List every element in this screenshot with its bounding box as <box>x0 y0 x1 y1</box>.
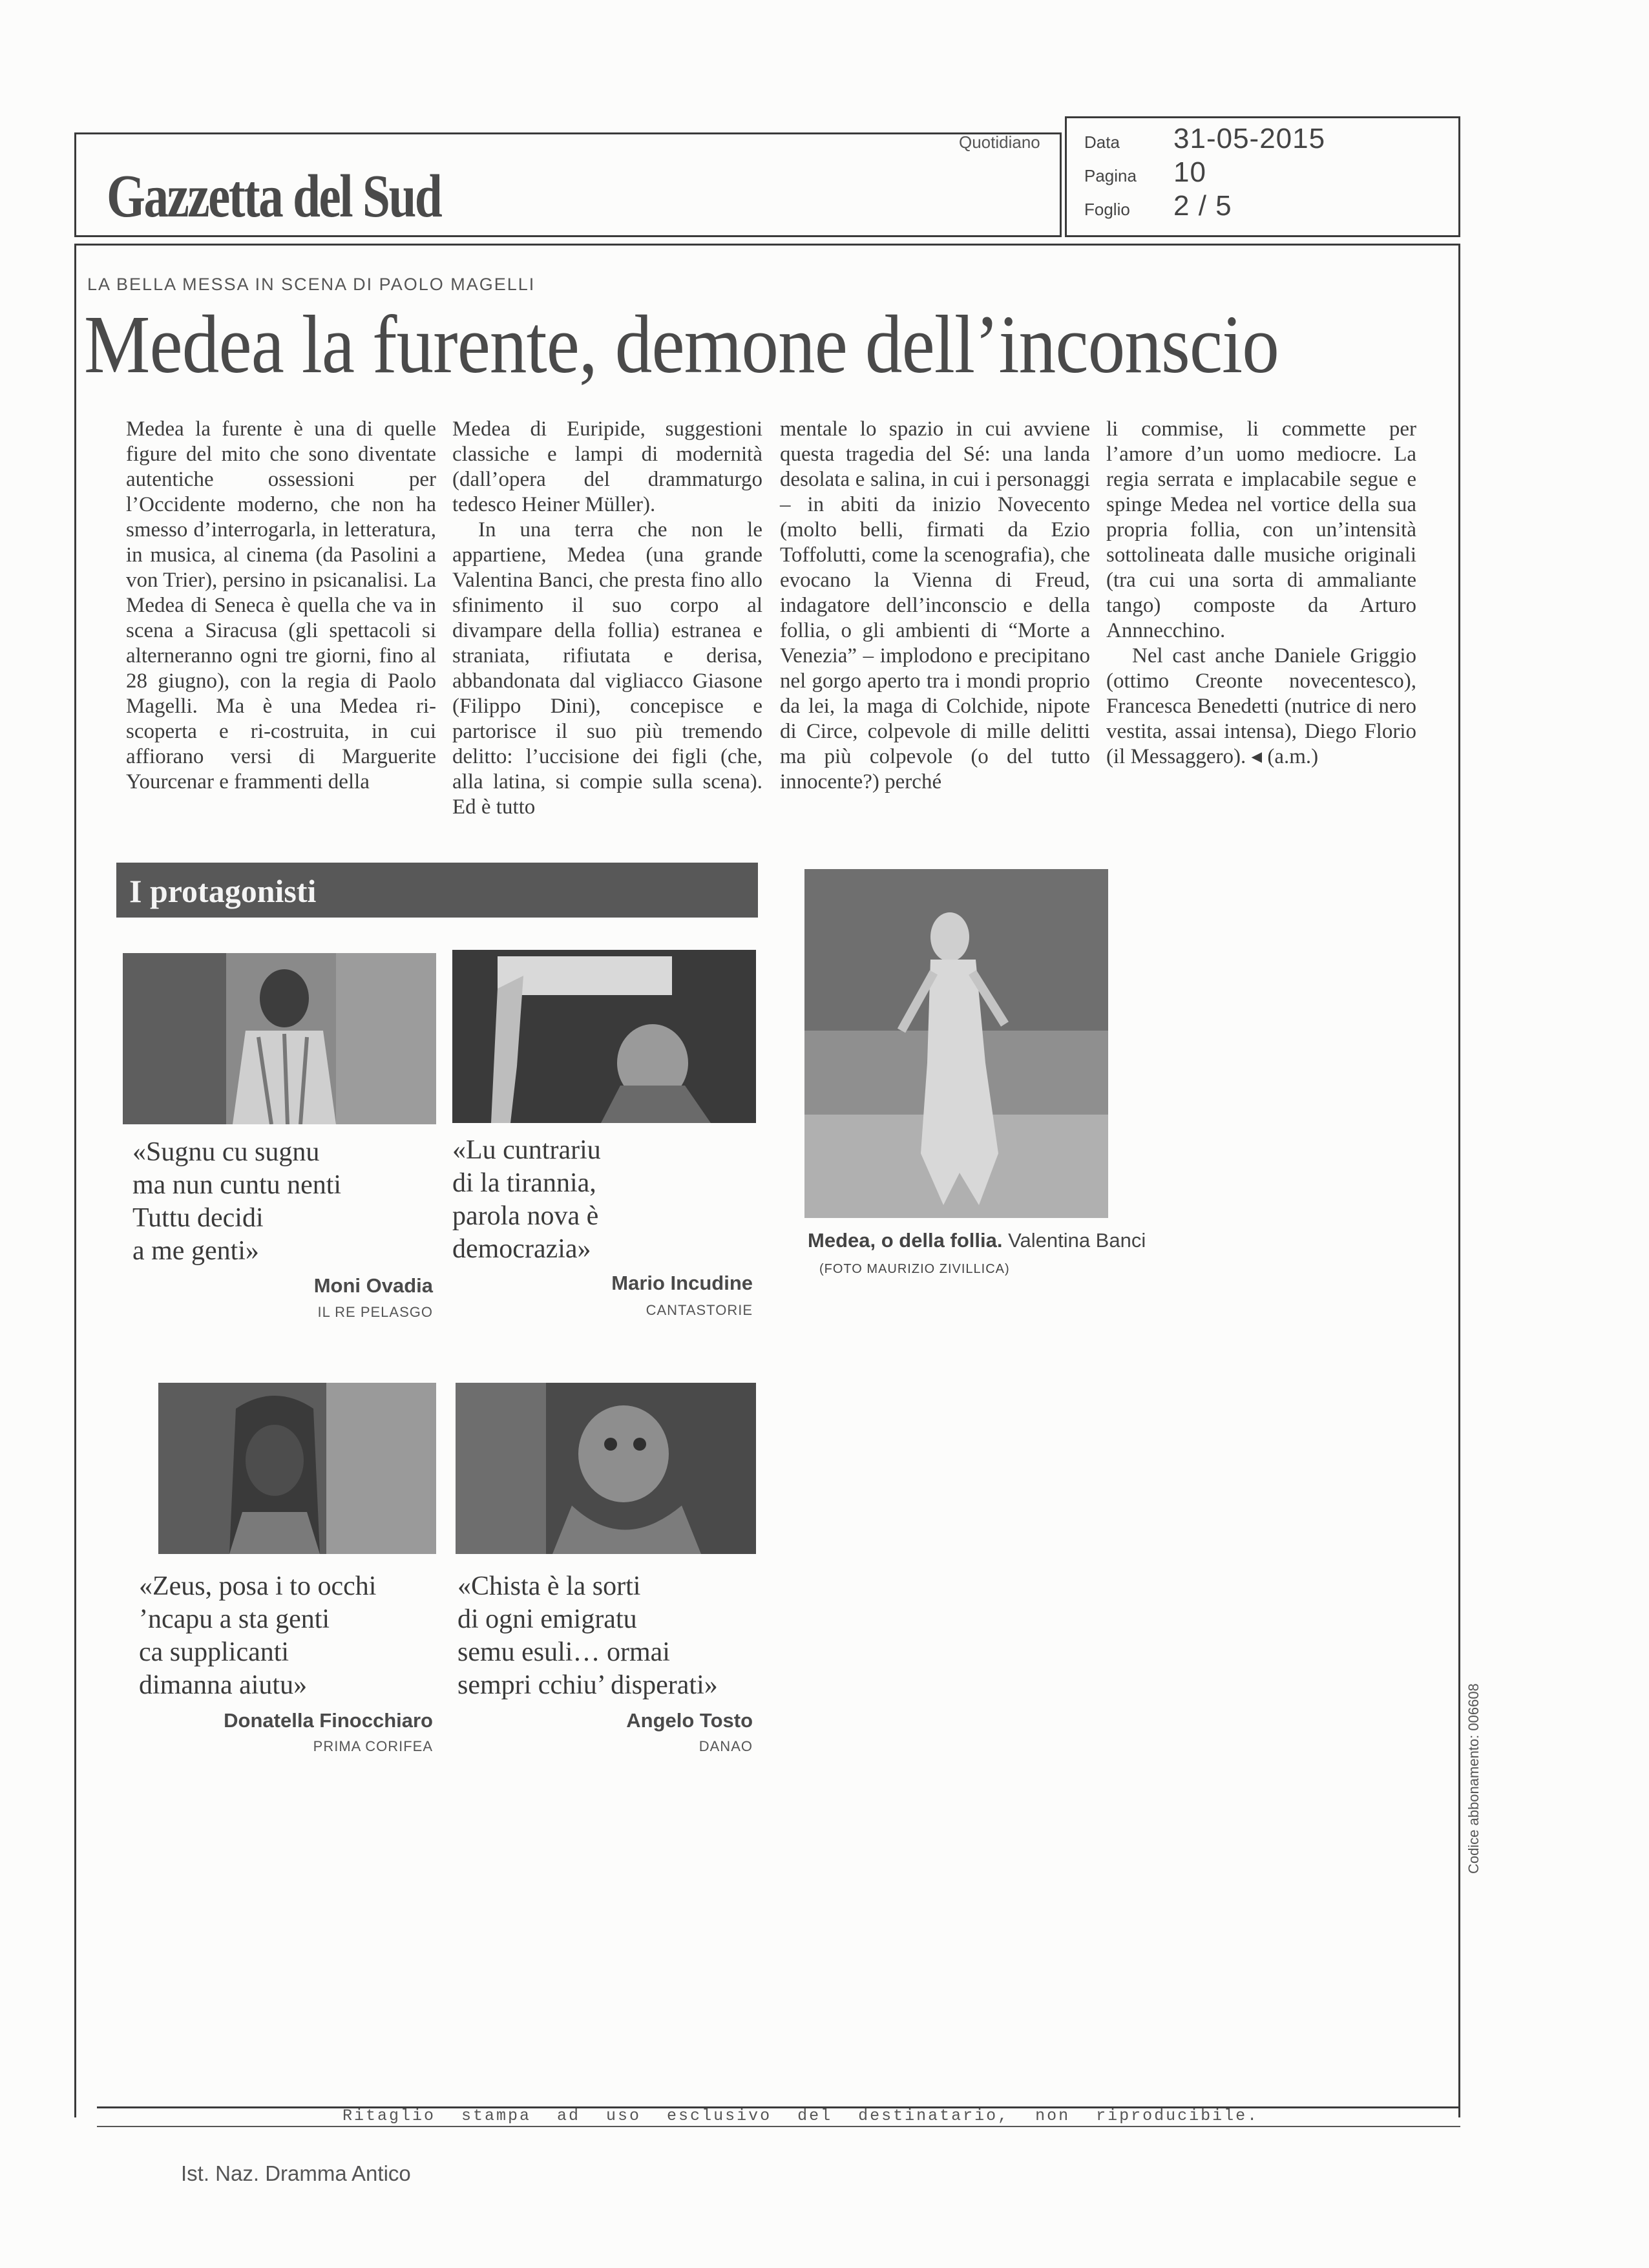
protagonist-role: IL RE PELASGO <box>317 1304 433 1320</box>
protagonist-name: Angelo Tosto <box>626 1709 753 1732</box>
meta-row-foglio <box>1084 190 1232 222</box>
paragraph: Medea la furente è una di quelle figure del mito che sono diventate autentiche ossessioni per l’Occidente moderno, che non ha smesso d’interrogarla, in letteratura, in musica, al cinema (da Pasolini a von Trier), persino in psicanalisi. La Medea di Seneca è quella che va in scena a Siracusa (gli spettacoli si alterneranno ogni tre giorni, fino al 28 giugno), con la regia di Paolo Magelli. Ma è una Medea ri-scoperta e ri-costruita, in cui affiorano versi di Marguerite Yourcenar e frammenti della <box>126 417 436 793</box>
article-column-1 <box>126 417 436 795</box>
photo-angelo-tosto <box>456 1383 756 1554</box>
footer-disclaimer: Ritaglio stampa ad uso esclusivo del destinatario, non riproducibile. <box>342 2106 1259 2125</box>
quote-line: semu esuli… ormai <box>457 1637 670 1667</box>
footer-rule <box>97 2126 1460 2127</box>
subscription-code: Codice abbonamento: 006608 <box>1465 1683 1482 1874</box>
protagonist-role: CANTASTORIE <box>646 1302 753 1318</box>
quote-angelo-tosto <box>457 1570 793 1702</box>
paragraph: Medea di Euripide, suggestioni classiche e lampi di modernità (dall’opera del drammaturgo tedesco Heiner Müller). <box>452 417 762 516</box>
quote-line: dimanna aiutu» <box>139 1670 308 1700</box>
kicker: LA BELLA MESSA IN SCENA DI PAOLO MAGELLI <box>87 275 536 294</box>
caption-title: Medea, o della follia. <box>808 1229 1003 1252</box>
protagonist-name: Mario Incudine <box>611 1272 753 1294</box>
protagonist-role: DANAO <box>698 1738 753 1754</box>
masthead: Gazzetta del Sud <box>107 163 441 230</box>
photo-mario-incudine <box>452 950 756 1123</box>
quote-line: ca supplicanti <box>139 1637 289 1667</box>
quote-line: «Zeus, posa i to occhi <box>139 1571 377 1601</box>
quote-mario-incudine <box>452 1134 762 1266</box>
quote-line: ma nun cuntu nenti <box>132 1170 342 1200</box>
meta-row-data <box>1084 123 1325 155</box>
photo-medea <box>804 869 1108 1218</box>
quote-line: sempri cchiu’ disperati» <box>457 1670 718 1700</box>
meta-value: 10 <box>1173 156 1206 188</box>
quote-line: parola nova è <box>452 1201 599 1231</box>
quote-donatella-finocchiaro <box>139 1570 449 1702</box>
caption-credit: (FOTO MAURIZIO ZIVILLICA) <box>819 1262 1010 1276</box>
publication-type: Quotidiano <box>959 132 1040 152</box>
meta-row-pagina <box>1084 156 1206 189</box>
meta-label: Data <box>1084 132 1120 152</box>
quote-line: a me genti» <box>132 1236 259 1266</box>
quote-line: di la tirannia, <box>452 1168 596 1198</box>
headline: Medea la furente, demone dell’inconscio <box>84 299 1279 390</box>
article-column-4 <box>1106 417 1416 770</box>
protagonist-role: PRIMA CORIFEA <box>313 1738 433 1754</box>
protagonist-name: Moni Ovadia <box>313 1274 433 1297</box>
photo-caption <box>808 1228 1170 1282</box>
meta-value: 2 / 5 <box>1173 190 1232 222</box>
caption-text: Valentina Banci <box>1008 1229 1146 1252</box>
article-column-3 <box>780 417 1090 795</box>
meta-value: 31-05-2015 <box>1173 123 1326 154</box>
paragraph: mentale lo spazio in cui avviene questa tragedia del Sé: una landa desolata e salina, in cui i personaggi – in abiti da inizio Novecento (molto belli, firmati da Ezio Toffolutti, come la scenografia), che evocano la Vienna di Freud, indagatore dell’inconscio e della follia, o gli ambienti di “Morte a Venezia” – implodono e precipitano nel gorgo aperto tra i mondi proprio da lei, la maga di Colchide, nipote di Circe, colpevole di mille delitti ma più colpevole (o del tutto innocente?) perché <box>780 417 1090 793</box>
paragraph: In una terra che non le appartiene, Medea (una grande Valentina Banci, che presta fino allo sfinimento il suo corpo al divampare della follia) estranea e straniata, rifiutata e derisa, abbandonata dal vigliacco Giasone (Filippo Dini), concepisce e partorisce il suo più tremendo delitto: l’uccisione dei figli (che, alla latina, si compie sulla scena). Ed è tutto <box>452 518 762 819</box>
article-column-2 <box>452 417 762 820</box>
meta-label: Pagina <box>1084 166 1137 185</box>
paragraph: li commise, li commette per l’amore d’un uomo mediocre. La regia serrata e implacabile segue e spinge Medea nel vortice della sua propria follia, con un’intensità sottolineata dalle musiche originali (tra cui una sorta di ammaliante tango) composte da Arturo Annnecchino. <box>1106 417 1416 642</box>
photo-donatella-finocchiaro <box>158 1383 436 1554</box>
photo-moni-ovadia <box>123 953 436 1124</box>
paragraph: Nel cast anche Daniele Griggio (ottimo Creonte novecentesco), Francesca Benedetti (nutrice di nero vestita, assai intensa), Diego Florio (il Messaggero). ◂ (a.m.) <box>1106 644 1416 768</box>
quote-line: ’ncapu a sta genti <box>139 1604 330 1634</box>
quote-line: Tuttu decidi <box>132 1203 264 1233</box>
protagonist-name: Donatella Finocchiaro <box>224 1709 433 1732</box>
quote-line: democrazia» <box>452 1234 591 1264</box>
quote-moni-ovadia <box>132 1136 443 1268</box>
protagonisti-title: I protagonisti <box>129 873 317 909</box>
quote-line: «Lu cuntrariu <box>452 1135 601 1165</box>
quote-line: «Chista è la sorti <box>457 1571 641 1601</box>
archive-label: Ist. Naz. Dramma Antico <box>181 2161 411 2185</box>
meta-label: Foglio <box>1084 200 1130 219</box>
quote-line: «Sugnu cu sugnu <box>132 1137 320 1167</box>
quote-line: di ogni emigratu <box>457 1604 637 1634</box>
